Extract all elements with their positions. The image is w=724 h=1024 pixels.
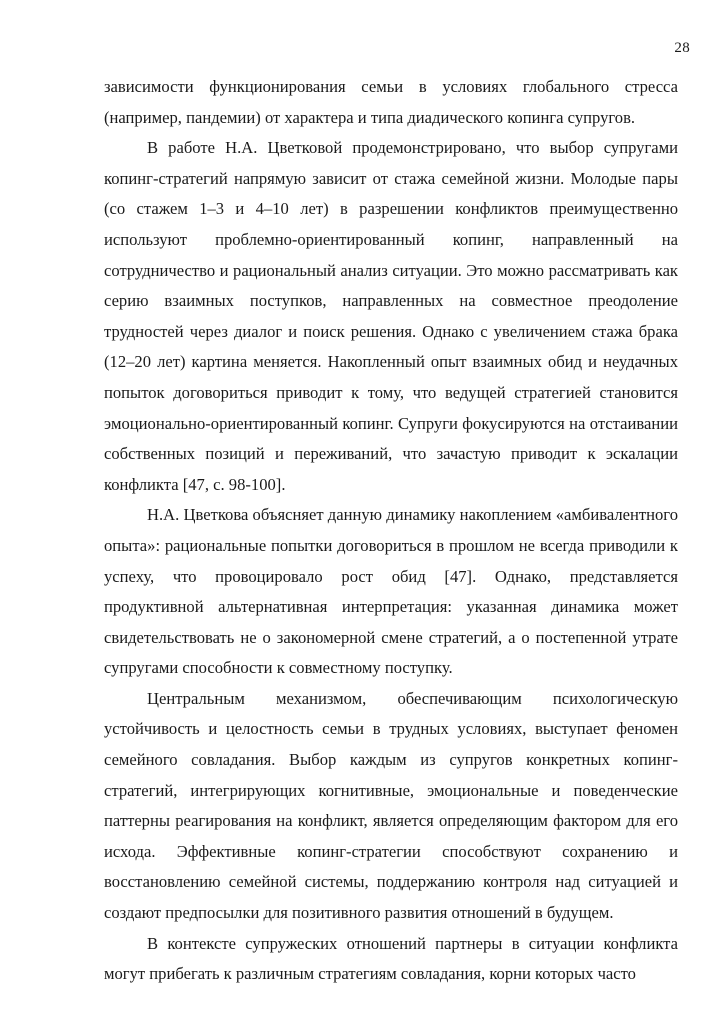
paragraph-continued: зависимости функционирования семьи в условиях глобального стресса (например, пандемии) от характера и типа диадического копинга супругов.: [104, 77, 678, 127]
paragraph-marital-context: В контексте супружеских отношений партнеры в ситуации конфликта могут прибегать к различным стратегиям совладания, корни которых часто: [104, 933, 678, 984]
body-text: [104, 72, 678, 990]
paragraph-ambivalent-experience: Н.А. Цветкова объясняет данную динамику накоплением «амбивалентного опыта»: рациональные попытки договориться в прошлом не всегда приводили к успеху, что провоцировало рост обид [47]. Однако, представляется продуктивной альтернативная интерпретация: указанная динамика может свидетельствовать не о закономерной смене стратегий, а о постепенной утрате супругами способности к совместному поступку.: [104, 505, 678, 678]
paragraph-family-coping: Центральным механизмом, обеспечивающим психологическую устойчивость и целостность семьи в трудных условиях, выступает феномен семейного совладания. Выбор каждым из супругов конкретных копинг-стратегий, интегрирующих когнитивные, эмоциональные и поведенческие паттерны реагирования на конфликт, является определяющим фактором для его исхода. Эффективные копинг-стратегии способствуют сохранению и восстановлению семейной системы, поддержанию контроля над ситуацией и создают предпосылки для позитивного развития отношений в будущем.: [104, 688, 678, 923]
page-number: 28: [674, 40, 690, 56]
paragraph-tsvetkova-study: В работе Н.А. Цветковой продемонстрировано, что выбор супругами копинг-стратегий напрямую зависит от стажа семейной жизни. Молодые пары (со стажем 1–3 и 4–10 лет) в разрешении конфликтов преимущественно используют проблемно-ориентированный копинг, направленный на сотрудничество и рациональный анализ ситуации. Это можно рассматривать как серию взаимных поступков, направленных на совместное преодоление трудностей через диалог и поиск решения. Однако с увеличением стажа брака (12–20 лет) картина меняется. Накопленный опыт взаимных обид и неудачных попыток договориться приводит к тому, что ведущей стратегией становится эмоционально-ориентированный копинг. Супруги фокусируются на отстаивании собственных позиций и переживаний, что зачастую приводит к эскалации конфликта [47, с. 98-100].: [104, 138, 678, 494]
